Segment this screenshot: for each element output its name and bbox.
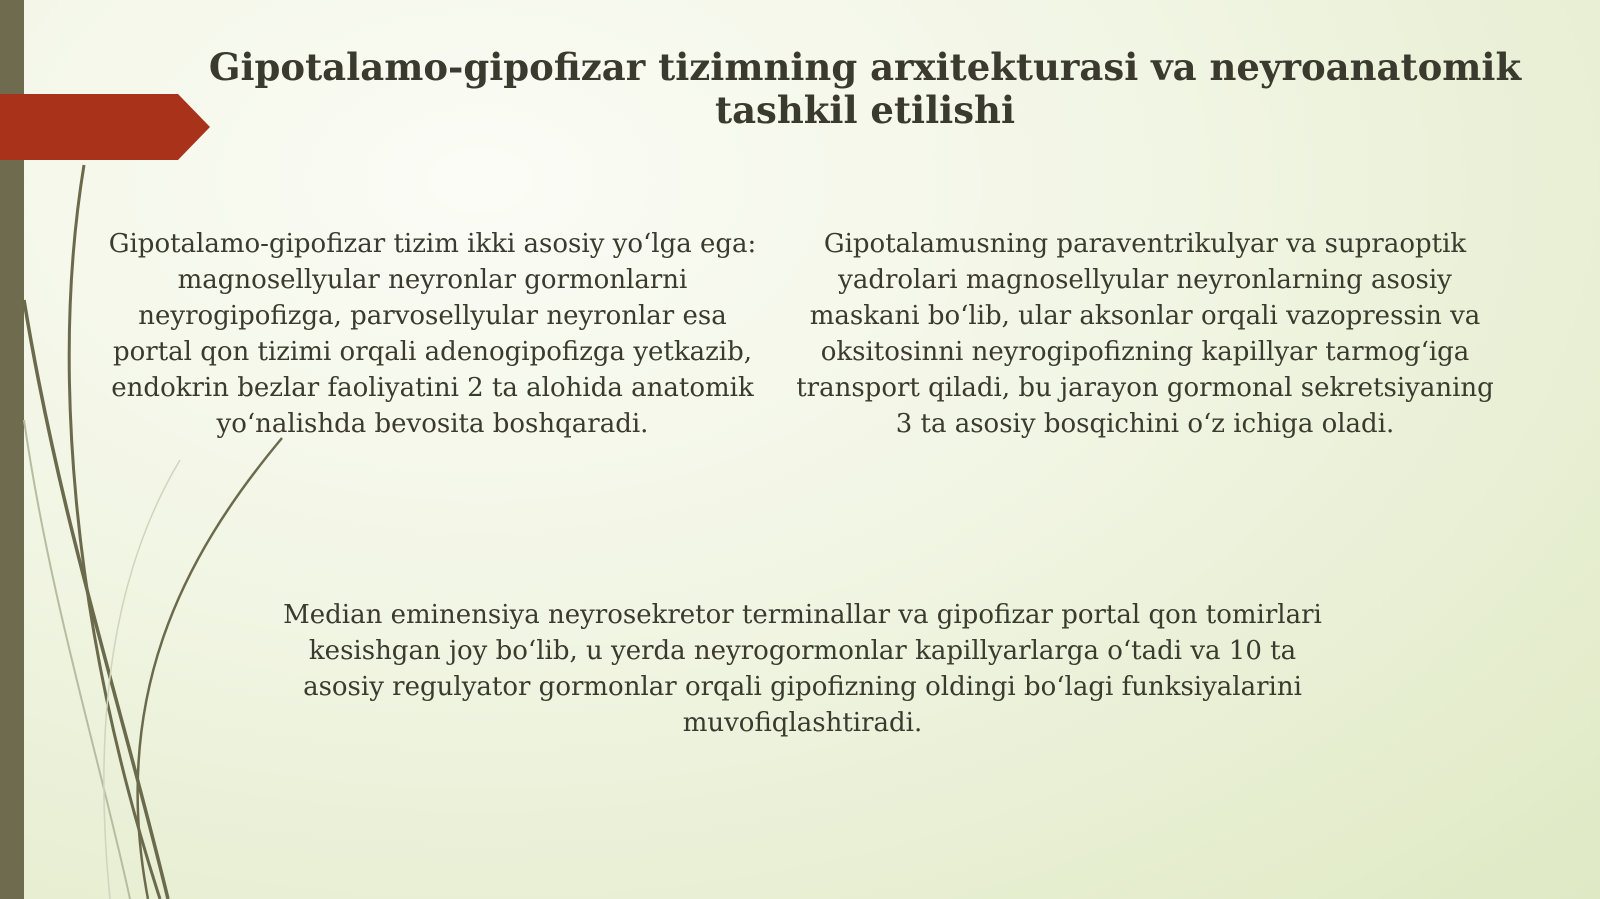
paragraph-right: Gipotalamusning paraventrikulyar va supraoptik yadrolari magnosellyular neyronlarning asosiy maskani bo‘lib, ular aksonlar orqali vazopressin va oksitosinni neyrogipofizning kapillyar tarmog‘iga transport qiladi, bu jarayon gormonal sekretsiyaning 3 ta asosiy bosqichini o‘z ichiga oladi.: [796, 229, 1494, 439]
slide-title: Gipotalamo-gipofizar tizimning arxitekturasi va neyroanatomik tashkil etilishi: [208, 45, 1522, 132]
paragraph-left: Gipotalamo-gipofizar tizim ikki asosiy yo‘lga ega: magnosellyular neyronlar gormonlarni neyrogipofizga, parvosellyular neyronlar esa portal qon tizimi orqali adenogipofizga yetkazib, endokrin bezlar faoliyatini 2 ta alohida anatomik yo‘nalishda bevosita boshqaradi.: [108, 229, 757, 439]
paragraph-bottom: Median eminensiya neyrosekretor terminallar va gipofizar portal qon tomirlari kesishgan joy bo‘lib, u yerda neyrogormonlar kapillyarlarga o‘tadi va 10 ta asosiy regulyator gormonlar orqali gipofizning oldingi bo‘lagi funksiyalarini muvofiqlashtiradi.: [283, 600, 1322, 738]
